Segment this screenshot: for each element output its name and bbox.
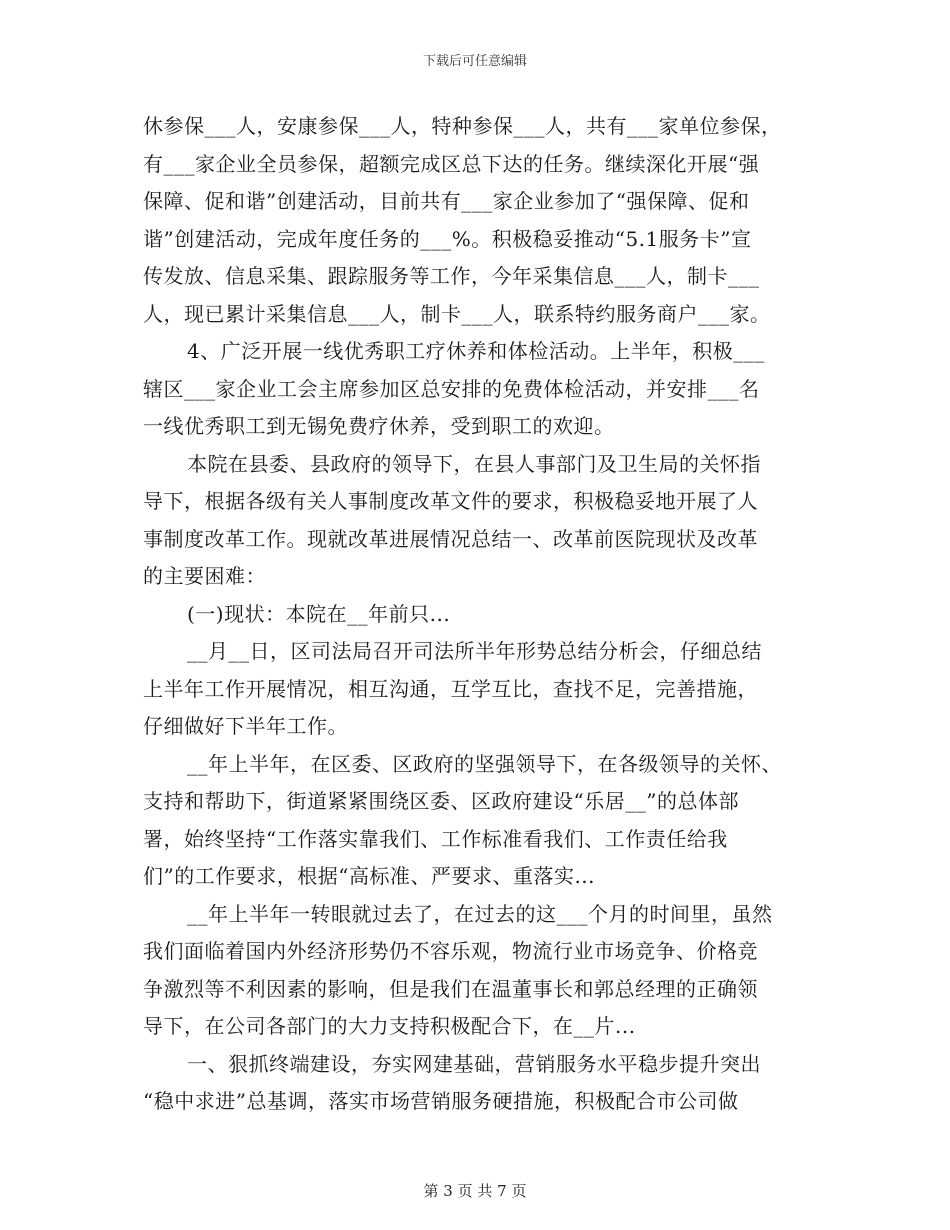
text-line: 谐”创建活动，完成年度任务的___%。积极稳妥推动“5.1服务卡”宣 bbox=[143, 226, 752, 251]
text-line: 本院在县委、县政府的领导下，在县人事部门及卫生局的关怀指 bbox=[187, 451, 761, 476]
text-line: 保障、促和谐”创建活动，目前共有___家企业参加了“强保障、促和 bbox=[143, 189, 750, 213]
text-line: 4、广泛开展一线优秀职工疗休养和体检活动。上半年，积极___ bbox=[187, 339, 765, 363]
text-line: 有___家企业全员参保，超额完成区总下达的任务。继续深化开展“强 bbox=[143, 151, 760, 176]
text-line: 事制度改革工作。现就改革进展情况总结一、改革前医院现状及改革 bbox=[143, 526, 758, 551]
text-line: __月__日，区司法局召开司法所半年形势总结分析会，仔细总结 bbox=[187, 639, 762, 663]
text-line: 我们面临着国内外经济形势仍不容乐观，物流行业市场竞争、价格竞 bbox=[143, 939, 758, 963]
text-line: __年上半年一转眼就过去了，在过去的这___个月的时间里，虽然 bbox=[187, 901, 773, 926]
text-line: 导下，根据各级有关人事制度改革文件的要求，积极稳妥地开展了人 bbox=[143, 489, 758, 513]
text-line: 人，现已累计采集信息___人，制卡___人，联系特约服务商户___家。 bbox=[143, 301, 771, 326]
text-line: 支持和帮助下，街道紧紧围绕区委、区政府建设“乐居__”的总体部 bbox=[143, 789, 739, 813]
text-line: 署，始终坚持“工作落实靠我们、工作标准看我们、工作责任给我 bbox=[143, 826, 728, 851]
text-line: 上半年工作开展情况，相互沟通，互学互比，查找不足，完善措施， bbox=[143, 676, 758, 701]
text-line: 传发放、信息采集、跟踪服务等工作，今年采集信息___人，制卡___ bbox=[143, 264, 760, 288]
text-line: 争激烈等不利因素的影响，但是我们在温董事长和郭总经理的正确领 bbox=[143, 976, 758, 1001]
text-line: (一)现状：本院在__年前只... bbox=[187, 601, 451, 626]
document-body bbox=[143, 108, 813, 1121]
page-header-note: 下载后可任意编辑 bbox=[422, 54, 527, 69]
text-line: “稳中求进”总基调，落实市场营销服务硬措施，积极配合市公司做 bbox=[143, 1089, 739, 1113]
text-line: 导下，在公司各部门的大力支持积极配合下，在__片... bbox=[143, 1014, 636, 1038]
text-line: 们”的工作要求，根据“高标准、严要求、重落实... bbox=[143, 864, 596, 888]
text-line: 的主要困难： bbox=[143, 564, 266, 588]
text-line: 一、狠抓终端建设，夯实网建基础，营销服务水平稳步提升突出 bbox=[187, 1051, 761, 1076]
text-line: __年上半年，在区委、区政府的坚强领导下，在各级领导的关怀、 bbox=[187, 751, 782, 776]
page-footer-pagination: 第 3 页 共 7 页 bbox=[423, 1182, 527, 1200]
text-line: 辖区___家企业工会主席参加区总安排的免费体检活动，并安排___名 bbox=[143, 376, 760, 401]
text-line: 休参保___人，安康参保___人，特种参保___人，共有___家单位参保， bbox=[143, 114, 782, 138]
text-line: 一线优秀职工到无锡免费疗休养，受到职工的欢迎。 bbox=[143, 414, 615, 438]
text-line: 仔细做好下半年工作。 bbox=[143, 714, 348, 738]
